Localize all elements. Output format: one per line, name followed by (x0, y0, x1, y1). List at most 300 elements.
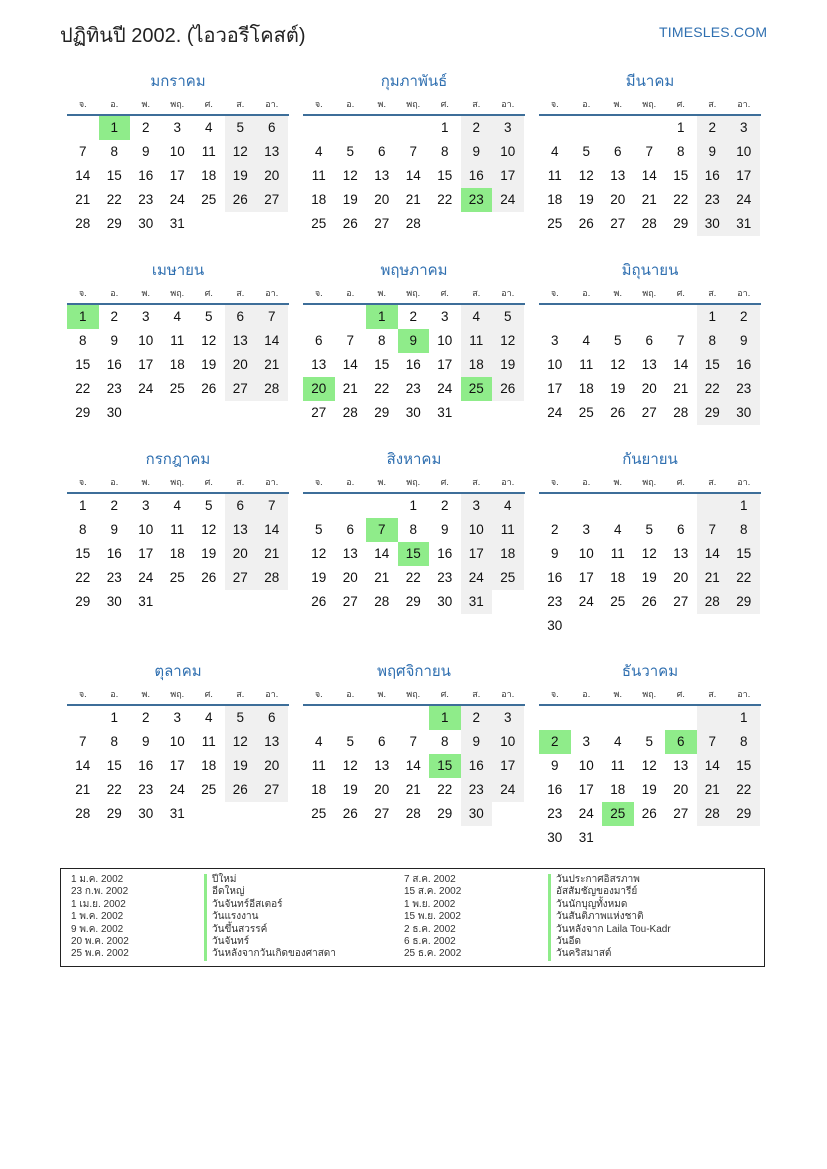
day-cell: 20 (374, 192, 390, 207)
weekday-label: ส. (708, 288, 717, 298)
empty-cell (602, 494, 634, 518)
month-block (303, 72, 525, 236)
day-cell: 13 (641, 357, 657, 372)
day-cell: 19 (492, 353, 524, 377)
day-cell: 27 (311, 405, 327, 420)
day-cell: 12 (492, 329, 524, 353)
day-cell: 6 (676, 522, 685, 537)
weekday-label: อ. (110, 689, 119, 699)
empty-cell (697, 494, 729, 518)
month-block (67, 72, 289, 236)
day-cell: 11 (547, 168, 562, 183)
weekday-header (539, 474, 761, 494)
day-cell: 30 (106, 594, 122, 609)
day-cell: 10 (169, 734, 185, 749)
empty-cell (634, 494, 666, 518)
empty-cell (697, 614, 729, 638)
empty-cell (539, 706, 571, 730)
month-name: มิถุนายน (621, 262, 679, 279)
empty-cell (634, 706, 666, 730)
empty-cell (728, 826, 760, 850)
day-cell: 8 (78, 522, 87, 537)
weekday-label: อ. (346, 689, 355, 699)
day-cell: 17 (169, 168, 185, 183)
empty-cell (728, 614, 760, 638)
day-cell: 27 (256, 778, 288, 802)
day-cell: 20 (673, 570, 689, 585)
day-cell: 13 (311, 357, 327, 372)
weekday-label: ศ. (204, 689, 213, 699)
weekday-label: จ. (314, 99, 323, 109)
day-cell: 25 (461, 377, 493, 401)
empty-cell (665, 826, 697, 850)
day-cell: 24 (728, 188, 760, 212)
weekday-label: ศ. (676, 689, 685, 699)
day-cell: 2 (110, 498, 118, 513)
day-cell: 28 (374, 594, 390, 609)
day-cell: 31 (578, 830, 594, 845)
weekday-label: ศ. (440, 99, 449, 109)
day-cell: 27 (610, 216, 626, 231)
day-cell: 15 (374, 357, 390, 372)
weekday-header (67, 285, 289, 305)
day-cell: 10 (728, 140, 760, 164)
month-block (303, 450, 525, 614)
day-grid (303, 116, 525, 236)
day-grid (67, 116, 289, 236)
day-cell: 8 (377, 333, 386, 348)
weekday-label: จ. (314, 477, 323, 487)
holiday-name: วันจันทร์อีสเตอร์ (204, 899, 404, 911)
day-grid (67, 494, 289, 614)
day-cell: 24 (492, 188, 524, 212)
month-name: กรกฎาคม (145, 451, 211, 468)
weekday-label: อา. (265, 288, 279, 298)
day-cell: 15 (106, 758, 122, 773)
day-cell: 21 (374, 570, 390, 585)
weekday-label: พ. (377, 689, 386, 699)
day-cell: 26 (225, 778, 257, 802)
weekday-label: ส. (236, 99, 245, 109)
day-cell: 27 (256, 188, 288, 212)
day-cell: 12 (342, 168, 358, 183)
day-cell: 30 (138, 806, 154, 821)
day-cell: 22 (437, 782, 453, 797)
day-cell: 9 (550, 546, 559, 561)
empty-cell (539, 494, 571, 518)
day-grid (539, 494, 761, 638)
day-cell: 18 (169, 357, 185, 372)
weekday-label: อ. (582, 288, 591, 298)
day-cell: 3 (582, 734, 590, 749)
day-cell: 23 (106, 570, 122, 585)
holiday-name: วันจันทร์ (204, 936, 404, 948)
day-cell: 30 (728, 401, 760, 425)
day-cell: 16 (461, 754, 493, 778)
month-block (539, 72, 761, 236)
day-cell: 1 (67, 305, 99, 329)
day-cell: 21 (405, 782, 421, 797)
empty-cell (665, 614, 697, 638)
weekday-label: ศ. (440, 689, 449, 699)
day-cell: 13 (374, 168, 390, 183)
day-grid (539, 305, 761, 425)
day-cell: 16 (138, 758, 154, 773)
day-cell: 29 (75, 405, 91, 420)
weekday-label: ส. (472, 689, 481, 699)
day-cell: 26 (610, 405, 626, 420)
weekday-label: พฤ. (170, 689, 185, 699)
day-cell: 2 (461, 706, 493, 730)
day-cell: 18 (492, 542, 524, 566)
day-cell: 29 (106, 806, 122, 821)
empty-cell (256, 802, 288, 826)
day-grid (67, 305, 289, 425)
day-cell: 7 (409, 734, 417, 749)
day-cell: 19 (225, 754, 257, 778)
day-grid (303, 494, 525, 614)
weekday-label: อ. (582, 689, 591, 699)
day-cell: 19 (610, 381, 626, 396)
weekday-label: จ. (550, 99, 559, 109)
day-cell: 3 (440, 309, 449, 324)
day-cell: 13 (374, 758, 390, 773)
day-cell: 10 (138, 333, 154, 348)
day-cell: 6 (346, 522, 354, 537)
day-cell: 17 (492, 754, 524, 778)
weekday-label: พฤ. (406, 477, 421, 487)
weekday-label: พฤ. (170, 99, 185, 109)
day-cell: 8 (440, 734, 449, 749)
day-cell: 20 (225, 353, 257, 377)
day-cell: 14 (405, 168, 421, 183)
day-cell: 7 (78, 144, 87, 159)
day-cell: 29 (106, 216, 122, 231)
weekday-header (67, 686, 289, 706)
empty-cell (665, 305, 697, 329)
day-cell: 26 (201, 570, 217, 585)
day-cell: 25 (201, 782, 217, 797)
day-cell: 7 (346, 333, 354, 348)
day-cell: 12 (225, 730, 257, 754)
day-cell: 2 (141, 120, 150, 135)
day-cell: 13 (610, 168, 626, 183)
day-cell: 27 (673, 806, 689, 821)
day-cell: 23 (461, 778, 493, 802)
day-cell: 26 (492, 377, 524, 401)
weekday-label: ศ. (440, 288, 449, 298)
day-cell: 1 (676, 120, 685, 135)
day-cell: 9 (141, 734, 150, 749)
day-cell: 9 (461, 140, 493, 164)
holiday-date: 1 พ.ค. 2002 (71, 911, 124, 923)
day-cell: 9 (550, 758, 559, 773)
month-name: ตุลาคม (154, 663, 202, 680)
day-cell: 4 (582, 333, 590, 348)
day-grid (303, 706, 525, 826)
holiday-date: 7 ส.ค. 2002 (404, 874, 456, 885)
day-cell: 30 (437, 594, 453, 609)
day-cell: 17 (461, 542, 493, 566)
holiday-name: วันหลังจาก Laila Tou-Kadr (548, 924, 748, 936)
weekday-label: พฤ. (406, 99, 421, 109)
weekday-label: พฤ. (642, 99, 657, 109)
empty-cell (256, 401, 288, 425)
holiday-name: วันสันติภาพแห่งชาติ (548, 911, 748, 923)
day-cell: 20 (225, 542, 257, 566)
weekday-label: อา. (501, 99, 515, 109)
page-title: ปฏิทินปี 2002. (ไอวอรีโคสต์) (60, 25, 306, 47)
day-cell: 28 (673, 405, 689, 420)
day-cell: 16 (697, 164, 729, 188)
day-cell: 5 (613, 333, 622, 348)
day-cell: 8 (440, 144, 449, 159)
day-cell: 2 (539, 730, 571, 754)
day-cell: 27 (641, 405, 657, 420)
day-cell: 15 (673, 168, 689, 183)
day-cell: 29 (374, 405, 390, 420)
month-block (67, 261, 289, 425)
day-cell: 21 (75, 782, 91, 797)
day-cell: 13 (225, 329, 257, 353)
empty-cell (162, 401, 194, 425)
month-name: สิงหาคม (386, 451, 442, 468)
day-cell: 19 (641, 782, 657, 797)
month-name: มกราคม (150, 73, 206, 90)
empty-cell (162, 590, 194, 614)
month-block (539, 450, 761, 638)
empty-cell (193, 212, 225, 236)
weekday-label: ศ. (204, 99, 213, 109)
day-cell: 2 (461, 116, 493, 140)
weekday-label: จ. (78, 288, 87, 298)
day-cell: 18 (169, 546, 185, 561)
day-cell: 2 (110, 309, 118, 324)
day-cell: 10 (492, 140, 524, 164)
day-cell: 27 (225, 377, 257, 401)
month-block (303, 662, 525, 826)
day-cell: 11 (311, 168, 326, 183)
month-name: มีนาคม (625, 73, 675, 90)
day-cell: 9 (728, 329, 760, 353)
empty-cell (602, 826, 634, 850)
day-cell: 13 (673, 546, 689, 561)
day-cell: 10 (492, 730, 524, 754)
day-cell: 28 (405, 216, 421, 231)
day-cell: 15 (728, 542, 760, 566)
day-cell: 2 (550, 522, 559, 537)
weekday-label: อ. (346, 477, 355, 487)
empty-cell (256, 212, 288, 236)
empty-cell (461, 401, 493, 425)
day-cell: 29 (437, 806, 453, 821)
day-cell: 31 (461, 590, 493, 614)
day-cell: 16 (547, 782, 563, 797)
day-cell: 24 (492, 778, 524, 802)
month-name: กันยายน (622, 451, 678, 468)
day-cell: 20 (303, 377, 335, 401)
day-cell: 25 (492, 566, 524, 590)
brand-link[interactable]: TIMESLES.COM (659, 24, 768, 40)
day-cell: 23 (106, 381, 122, 396)
day-cell: 4 (613, 734, 622, 749)
day-cell: 14 (673, 357, 689, 372)
day-cell: 21 (256, 353, 288, 377)
day-cell: 18 (201, 758, 217, 773)
day-cell: 23 (405, 381, 421, 396)
holiday-list (60, 868, 765, 967)
day-cell: 22 (728, 566, 760, 590)
day-cell: 25 (610, 594, 626, 609)
day-cell: 13 (256, 140, 288, 164)
day-cell: 3 (141, 498, 150, 513)
day-cell: 5 (645, 522, 653, 537)
empty-cell (492, 802, 524, 826)
day-cell: 11 (579, 357, 594, 372)
day-cell: 2 (141, 710, 150, 725)
day-cell: 17 (578, 782, 594, 797)
empty-cell (571, 706, 603, 730)
day-cell: 18 (461, 353, 493, 377)
weekday-label: พ. (377, 99, 386, 109)
day-cell: 7 (256, 494, 288, 518)
day-cell: 23 (138, 782, 154, 797)
day-cell: 21 (405, 192, 421, 207)
day-cell: 2 (409, 309, 417, 324)
day-grid (303, 305, 525, 425)
month-name: กุมภาพันธ์ (380, 73, 448, 90)
day-grid (539, 706, 761, 850)
holiday-date: 1 พ.ย. 2002 (404, 898, 456, 910)
empty-cell (225, 590, 257, 614)
day-cell: 5 (225, 116, 257, 140)
empty-cell (398, 116, 430, 140)
holiday-date: 6 ธ.ค. 2002 (404, 935, 456, 947)
day-cell: 24 (578, 594, 594, 609)
day-cell: 23 (728, 377, 760, 401)
day-cell: 30 (547, 618, 563, 633)
day-cell: 28 (697, 590, 729, 614)
empty-cell (429, 212, 461, 236)
day-cell: 5 (346, 734, 354, 749)
day-cell: 15 (106, 168, 122, 183)
day-cell: 17 (138, 546, 154, 561)
day-cell: 28 (405, 806, 421, 821)
day-cell: 16 (437, 546, 453, 561)
weekday-header (67, 96, 289, 116)
day-cell: 29 (75, 594, 91, 609)
day-cell: 29 (728, 802, 760, 826)
day-cell: 10 (437, 333, 453, 348)
weekday-header (303, 285, 525, 305)
day-cell: 19 (342, 192, 358, 207)
day-cell: 14 (697, 754, 729, 778)
day-cell: 16 (547, 570, 563, 585)
day-cell: 14 (75, 168, 91, 183)
day-cell: 21 (256, 542, 288, 566)
weekday-label: อา. (737, 689, 751, 699)
day-cell: 10 (578, 758, 594, 773)
day-cell: 10 (547, 357, 563, 372)
weekday-label: อ. (582, 477, 591, 487)
day-cell: 21 (342, 381, 358, 396)
day-cell: 25 (169, 381, 185, 396)
holiday-name: อัสสัมชัญของมารีย์ (548, 886, 748, 898)
weekday-label: พ. (613, 689, 622, 699)
day-cell: 8 (676, 144, 685, 159)
day-cell: 14 (641, 168, 657, 183)
empty-cell (634, 116, 666, 140)
day-cell: 18 (547, 192, 563, 207)
weekday-label: พฤ. (406, 288, 421, 298)
empty-cell (634, 614, 666, 638)
day-cell: 11 (610, 758, 625, 773)
day-cell: 25 (547, 216, 563, 231)
day-cell: 11 (170, 333, 185, 348)
day-cell: 4 (461, 305, 493, 329)
day-cell: 14 (256, 518, 288, 542)
day-cell: 19 (641, 570, 657, 585)
day-cell: 3 (582, 522, 590, 537)
empty-cell (366, 706, 398, 730)
day-cell: 18 (311, 192, 327, 207)
day-cell: 9 (110, 333, 118, 348)
day-cell: 26 (342, 216, 358, 231)
empty-cell (303, 116, 335, 140)
day-cell: 28 (697, 802, 729, 826)
day-cell: 11 (492, 518, 524, 542)
day-cell: 1 (110, 710, 118, 725)
empty-cell (571, 116, 603, 140)
weekday-label: ส. (708, 689, 717, 699)
empty-cell (492, 401, 524, 425)
month-name: พฤษภาคม (380, 262, 448, 279)
day-grid (67, 706, 289, 826)
weekday-label: พ. (613, 288, 622, 298)
day-cell: 28 (342, 405, 358, 420)
day-cell: 8 (409, 522, 417, 537)
weekday-label: ศ. (204, 288, 213, 298)
day-cell: 6 (314, 333, 323, 348)
day-cell: 3 (173, 710, 181, 725)
empty-cell (634, 305, 666, 329)
holiday-name: วันแรงงาน (204, 911, 404, 923)
weekday-label: พฤ. (170, 288, 185, 298)
day-cell: 23 (461, 188, 493, 212)
weekday-label: ส. (708, 477, 717, 487)
empty-cell (571, 305, 603, 329)
day-cell: 7 (78, 734, 87, 749)
weekday-label: ศ. (676, 99, 685, 109)
day-cell: 3 (141, 309, 150, 324)
weekday-label: อา. (265, 477, 279, 487)
day-cell: 12 (201, 333, 217, 348)
weekday-label: จ. (78, 99, 87, 109)
day-cell: 19 (201, 546, 217, 561)
day-cell: 17 (169, 758, 185, 773)
day-cell: 4 (204, 120, 213, 135)
weekday-label: อ. (110, 288, 119, 298)
day-cell: 13 (225, 518, 257, 542)
day-cell: 10 (138, 522, 154, 537)
day-cell: 15 (75, 546, 91, 561)
day-cell: 26 (342, 806, 358, 821)
day-cell: 24 (138, 570, 154, 585)
weekday-label: พฤ. (642, 689, 657, 699)
holiday-name: อีดใหญ่ (204, 886, 404, 898)
day-cell: 27 (342, 594, 358, 609)
day-cell: 9 (697, 140, 729, 164)
